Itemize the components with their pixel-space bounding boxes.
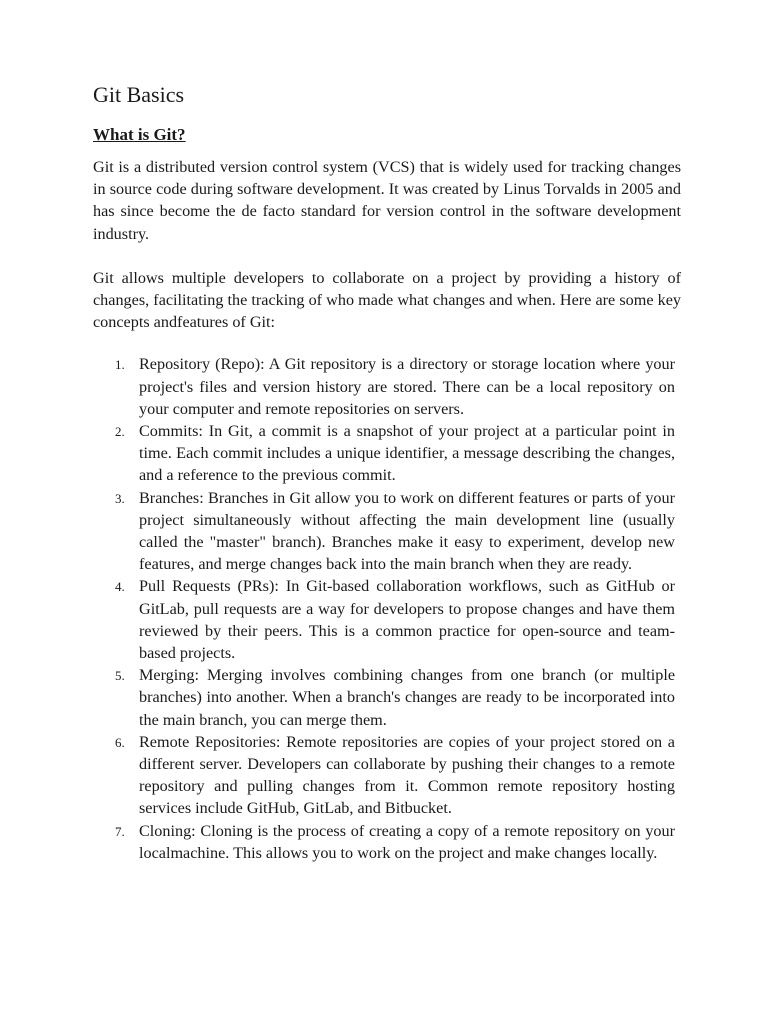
list-item-text: Commits: In Git, a commit is a snapshot of your project at a particular point in time. Each commit includes a unique identifier, a message describing the changes, and a reference to the previous commit. <box>139 422 675 485</box>
intro-paragraph: Git is a distributed version control system (VCS) that is widely used for tracking changes in source code during software development. It was created by Linus Torvalds in 2005 and has since become the de facto standard for version control in the software development industry. <box>93 158 681 243</box>
document-page <box>93 80 681 864</box>
list-number: 5. <box>115 668 125 684</box>
list-item-branches <box>93 487 681 576</box>
list-item-pull-requests <box>93 575 681 664</box>
list-item-text: Repository (Repo): A Git repository is a directory or storage location where your project's files and version history are stored. There can be a local repository on your computer and remote repositories on servers. <box>139 355 675 418</box>
list-item-remote-repositories <box>93 731 681 820</box>
list-number: 1. <box>115 357 125 373</box>
list-number: 7. <box>115 823 125 839</box>
collaboration-paragraph: Git allows multiple developers to collaborate on a project by providing a history of changes, facilitating the tracking of who made what changes and when. Here are some key concepts andfeatures of Git: <box>93 268 681 332</box>
list-item-cloning <box>93 820 681 864</box>
list-item-text: Remote Repositories: Remote repositories are copies of your project stored on a different server. Developers can collaborate by pushing their changes to a remote repository and pulling changes from it. Common remote repository hosting services include GitHub, GitLab, and Bitbucket. <box>139 732 675 818</box>
document-title: Git Basics <box>93 82 185 107</box>
list-number: 3. <box>115 490 125 506</box>
list-item-merging <box>93 664 681 731</box>
list-item-text: Pull Requests (PRs): In Git-based collaboration workflows, such as GitHub or GitLab, pull requests are a way for developers to propose changes and have them reviewed by their peers. This is a common practice for open-source and team-based projects. <box>139 577 675 663</box>
list-number: 4. <box>115 579 125 595</box>
list-number: 6. <box>115 734 125 750</box>
section-heading: What is Git? <box>93 125 186 144</box>
list-item-commits <box>93 420 681 487</box>
list-number: 2. <box>115 424 125 440</box>
list-item-text: Branches: Branches in Git allow you to work on different features or parts of your project simultaneously without affecting the main development line (usually called the "master" branch). Branches make it easy to experiment, develop new features, and merge changes back into the main branch when they are ready. <box>139 488 675 574</box>
list-item-text: Merging: Merging involves combining changes from one branch (or multiple branches) into another. When a branch's changes are ready to be incorporated into the main branch, you can merge them. <box>139 666 675 729</box>
list-item-repository <box>93 353 681 420</box>
list-item-text: Cloning: Cloning is the process of creating a copy of a remote repository on your localmachine. This allows you to work on the project and make changes locally. <box>139 821 675 862</box>
key-concepts-list <box>93 353 681 864</box>
